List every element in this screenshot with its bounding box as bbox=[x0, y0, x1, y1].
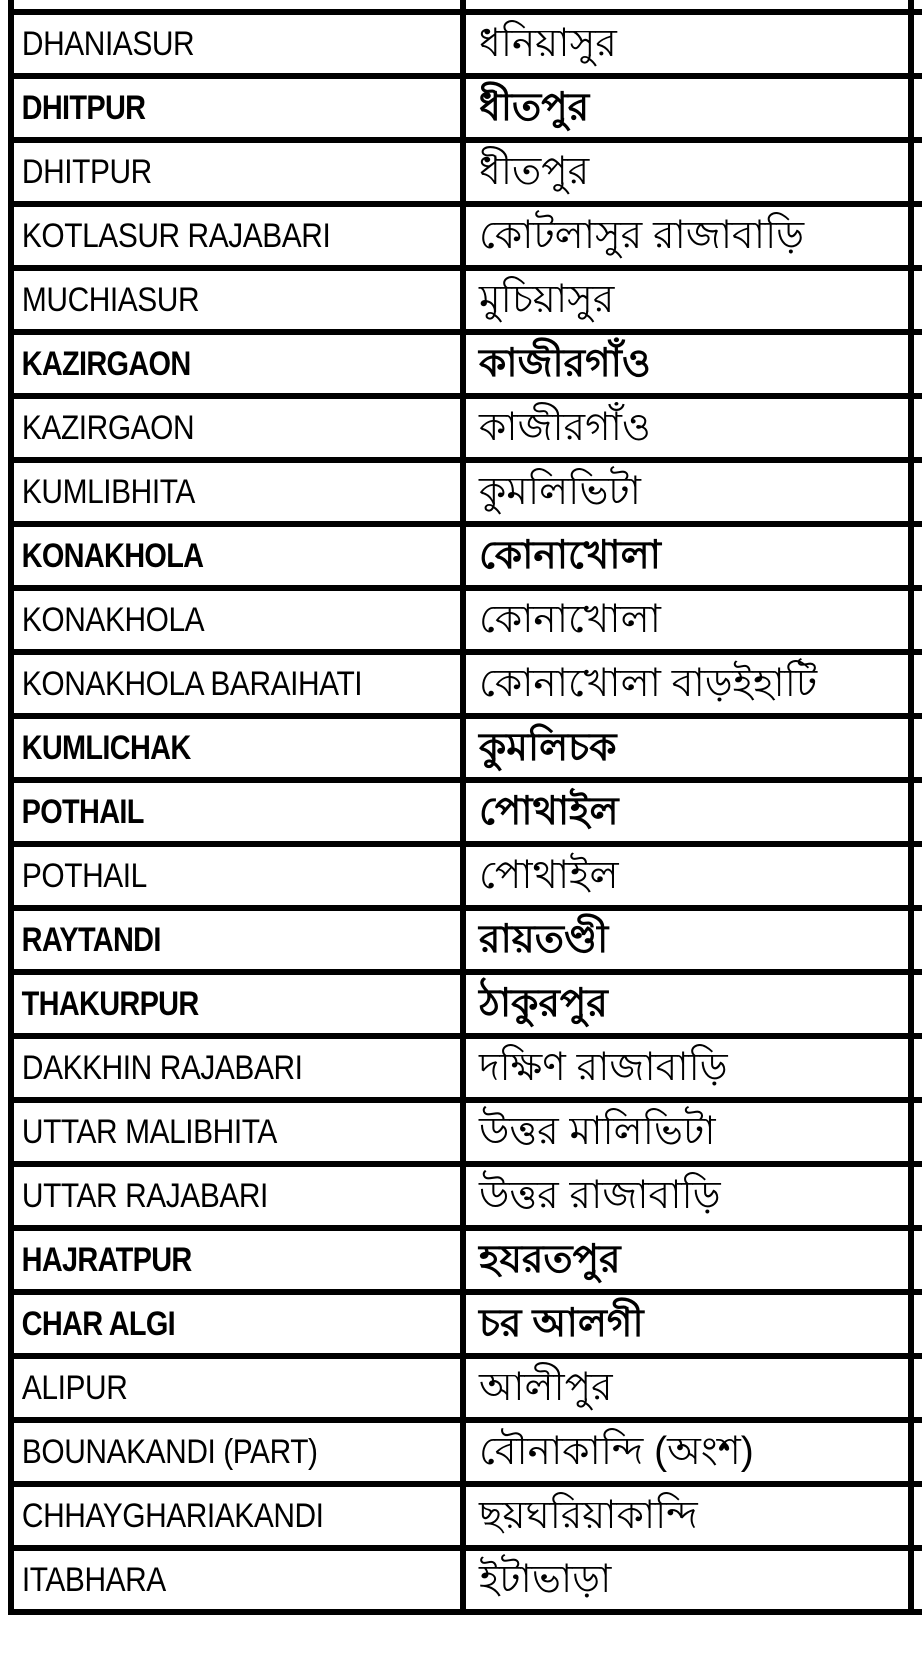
village-name-english-text: KONAKHOLA bbox=[21, 601, 205, 639]
table-row bbox=[11, 12, 922, 76]
table-row bbox=[11, 1356, 922, 1420]
village-name-english bbox=[11, 1292, 463, 1356]
table-row bbox=[11, 332, 922, 396]
clipped-column-cell bbox=[911, 12, 922, 76]
village-name-english bbox=[11, 652, 463, 716]
village-table-body bbox=[11, 0, 922, 1612]
clipped-column-cell bbox=[911, 204, 922, 268]
village-name-bengali-text: ধনিয়াসুর bbox=[479, 21, 617, 65]
table-row bbox=[11, 204, 922, 268]
table-row bbox=[11, 460, 922, 524]
village-name-english-text: DHITPUR bbox=[21, 153, 152, 191]
village-name-english bbox=[11, 1164, 463, 1228]
village-name-english bbox=[11, 1548, 463, 1612]
table-row bbox=[11, 908, 922, 972]
village-name-bengali-text: কাজীরগাঁও bbox=[479, 405, 651, 449]
clipped-column-cell bbox=[911, 76, 922, 140]
table-row bbox=[11, 1484, 922, 1548]
village-name-english-text: POTHAIL bbox=[21, 793, 144, 831]
village-name-bengali-text: দক্ষিণ রাজাবাড়ি bbox=[479, 1045, 728, 1089]
village-name-bengali-text: ধীতপুর bbox=[479, 85, 590, 129]
village-name-english bbox=[11, 844, 463, 908]
village-name-bengali-text: আলীপুর bbox=[479, 1365, 613, 1409]
village-name-english bbox=[11, 12, 463, 76]
village-name-english bbox=[11, 204, 463, 268]
village-name-english-text: DHANIASUR bbox=[21, 25, 195, 63]
village-name-english-text: BOUNAKANDI (PART) bbox=[21, 1433, 318, 1471]
clipped-column-cell bbox=[911, 460, 922, 524]
table-row bbox=[11, 1036, 922, 1100]
clipped-column-cell bbox=[911, 652, 922, 716]
village-name-bengali-text: কাজীরগাঁও bbox=[479, 341, 651, 385]
table-row bbox=[11, 268, 922, 332]
village-name-bengali bbox=[463, 972, 911, 1036]
village-name-bengali bbox=[463, 396, 911, 460]
village-name-bengali-text: ঠাকুরপুর bbox=[479, 981, 608, 1025]
village-name-bengali bbox=[463, 332, 911, 396]
table-row bbox=[11, 524, 922, 588]
village-name-bengali-text: কুমলিচক bbox=[479, 725, 617, 769]
village-name-english bbox=[11, 1036, 463, 1100]
village-name-bengali-text: কোটলাসুর রাজাবাড়ি bbox=[479, 213, 805, 257]
village-name-bengali bbox=[463, 908, 911, 972]
clipped-column-cell bbox=[911, 1100, 922, 1164]
village-name-bengali bbox=[463, 1548, 911, 1612]
clipped-column-cell bbox=[911, 780, 922, 844]
village-name-bengali bbox=[463, 588, 911, 652]
village-name-bengali bbox=[463, 716, 911, 780]
village-name-bengali-text: কোনাখোলা বাড়ইহাটি bbox=[479, 661, 818, 705]
village-name-english-text: THAKURPUR bbox=[21, 985, 199, 1023]
table-row bbox=[11, 972, 922, 1036]
village-name-english bbox=[11, 1356, 463, 1420]
table-row bbox=[11, 1292, 922, 1356]
village-name-bengali bbox=[463, 1164, 911, 1228]
table-row bbox=[11, 588, 922, 652]
table-row bbox=[11, 76, 922, 140]
village-name-bengali bbox=[463, 268, 911, 332]
village-name-english-text: POTHAIL bbox=[21, 857, 147, 895]
village-name-english bbox=[11, 76, 463, 140]
village-name-english-text: ALIPUR bbox=[21, 1369, 128, 1407]
clipped-column-cell bbox=[911, 1036, 922, 1100]
clipped-column-cell bbox=[911, 1420, 922, 1484]
table-row bbox=[11, 1420, 922, 1484]
village-name-bengali-text: উত্তর রাজাবাড়ি bbox=[479, 1173, 721, 1217]
clipped-column-cell bbox=[911, 972, 922, 1036]
village-name-english-text: CHAR ALGI bbox=[21, 1305, 176, 1343]
village-name-english-text: MUCHIASUR bbox=[21, 281, 200, 319]
village-name-english-text: UTTAR MALIBHITA bbox=[21, 1113, 277, 1151]
village-name-bengali-text: বৌনাকান্দি (অংশ) bbox=[479, 1429, 754, 1473]
village-name-english bbox=[11, 332, 463, 396]
village-name-english-text: DAKKHIN RAJABARI bbox=[21, 1049, 303, 1087]
village-name-english-text: KAZIRGAON bbox=[21, 409, 195, 447]
village-name-english bbox=[11, 1100, 463, 1164]
clipped-column-cell bbox=[911, 268, 922, 332]
village-name-bengali bbox=[463, 1484, 911, 1548]
village-name-table bbox=[8, 0, 922, 1615]
village-name-english-text: CHHAYGHARIAKANDI bbox=[21, 1497, 324, 1535]
village-name-english-text: KUMLICHAK bbox=[21, 729, 191, 767]
table-row bbox=[11, 1164, 922, 1228]
village-name-bengali-text: কোনাখোলা bbox=[479, 533, 661, 577]
village-name-english bbox=[11, 908, 463, 972]
village-name-bengali-text: পোথাইল bbox=[479, 789, 619, 833]
clipped-column-cell bbox=[911, 140, 922, 204]
village-name-english-text: KAZIRGAON bbox=[21, 345, 191, 383]
village-name-bengali bbox=[463, 204, 911, 268]
clipped-top-row bbox=[11, 0, 922, 12]
table-row bbox=[11, 652, 922, 716]
village-name-bengali bbox=[463, 844, 911, 908]
table-row bbox=[11, 780, 922, 844]
village-name-english-text: UTTAR RAJABARI bbox=[21, 1177, 268, 1215]
village-name-bengali-text: পোথাইল bbox=[479, 853, 619, 897]
village-name-english-text: HAJRATPUR bbox=[21, 1241, 192, 1279]
village-name-english bbox=[11, 1228, 463, 1292]
village-name-english-text: KUMLIBHITA bbox=[21, 473, 195, 511]
village-name-bengali bbox=[463, 1036, 911, 1100]
village-name-bengali bbox=[463, 652, 911, 716]
village-name-english bbox=[11, 716, 463, 780]
village-name-bengali bbox=[463, 12, 911, 76]
village-name-english bbox=[11, 268, 463, 332]
village-name-bengali-text: কোনাখোলা bbox=[479, 597, 661, 641]
village-name-bengali bbox=[463, 1100, 911, 1164]
clipped-column-cell bbox=[911, 1292, 922, 1356]
table-row bbox=[11, 1228, 922, 1292]
table-row bbox=[11, 844, 922, 908]
clipped-cell bbox=[463, 0, 911, 12]
clipped-column-cell bbox=[911, 844, 922, 908]
village-name-english-text: KONAKHOLA bbox=[21, 537, 204, 575]
village-name-bengali bbox=[463, 1292, 911, 1356]
village-name-bengali-text: ধীতপুর bbox=[479, 149, 590, 193]
clipped-column-cell bbox=[911, 524, 922, 588]
village-name-bengali bbox=[463, 1420, 911, 1484]
clipped-cell bbox=[11, 0, 463, 12]
village-name-bengali bbox=[463, 1228, 911, 1292]
clipped-column-cell bbox=[911, 716, 922, 780]
village-name-bengali bbox=[463, 524, 911, 588]
clipped-column-cell bbox=[911, 396, 922, 460]
village-name-bengali-text: মুচিয়াসুর bbox=[479, 277, 615, 321]
village-name-bengali-text: হযরতপুর bbox=[479, 1237, 621, 1281]
table-row bbox=[11, 1100, 922, 1164]
village-name-english bbox=[11, 140, 463, 204]
village-name-bengali-text: ইটাভাড়া bbox=[479, 1557, 612, 1601]
village-name-english bbox=[11, 1420, 463, 1484]
clipped-column-cell bbox=[911, 1484, 922, 1548]
table-row bbox=[11, 716, 922, 780]
village-name-bengali bbox=[463, 76, 911, 140]
village-name-english bbox=[11, 396, 463, 460]
village-name-english bbox=[11, 588, 463, 652]
table-row bbox=[11, 140, 922, 204]
village-name-bengali bbox=[463, 140, 911, 204]
village-name-english bbox=[11, 972, 463, 1036]
village-name-bengali-text: ছয়ঘরিয়াকান্দি bbox=[479, 1493, 698, 1537]
village-name-bengali bbox=[463, 460, 911, 524]
village-name-english-text: DHITPUR bbox=[21, 89, 146, 127]
village-name-english bbox=[11, 524, 463, 588]
village-name-english bbox=[11, 1484, 463, 1548]
table-row bbox=[11, 1548, 922, 1612]
clipped-column-cell bbox=[911, 588, 922, 652]
village-name-english-text: ITABHARA bbox=[21, 1561, 166, 1599]
clipped-column-cell bbox=[911, 1164, 922, 1228]
clipped-column-cell bbox=[911, 1548, 922, 1612]
village-name-bengali-text: চর আলগী bbox=[479, 1301, 644, 1345]
village-name-bengali bbox=[463, 780, 911, 844]
village-name-bengali-text: কুমলিভিটা bbox=[479, 469, 641, 513]
clipped-cell bbox=[911, 0, 922, 12]
village-name-bengali-text: উত্তর মালিভিটা bbox=[479, 1109, 716, 1153]
village-name-english-text: KONAKHOLA BARAIHATI bbox=[21, 665, 363, 703]
village-name-english bbox=[11, 460, 463, 524]
village-name-bengali bbox=[463, 1356, 911, 1420]
village-name-bengali-text: রায়তণ্ডী bbox=[479, 917, 609, 961]
village-name-english bbox=[11, 780, 463, 844]
clipped-column-cell bbox=[911, 1228, 922, 1292]
clipped-column-cell bbox=[911, 1356, 922, 1420]
clipped-column-cell bbox=[911, 908, 922, 972]
village-name-english-text: RAYTANDI bbox=[21, 921, 161, 959]
village-name-english-text: KOTLASUR RAJABARI bbox=[21, 217, 331, 255]
clipped-column-cell bbox=[911, 332, 922, 396]
table-row bbox=[11, 396, 922, 460]
